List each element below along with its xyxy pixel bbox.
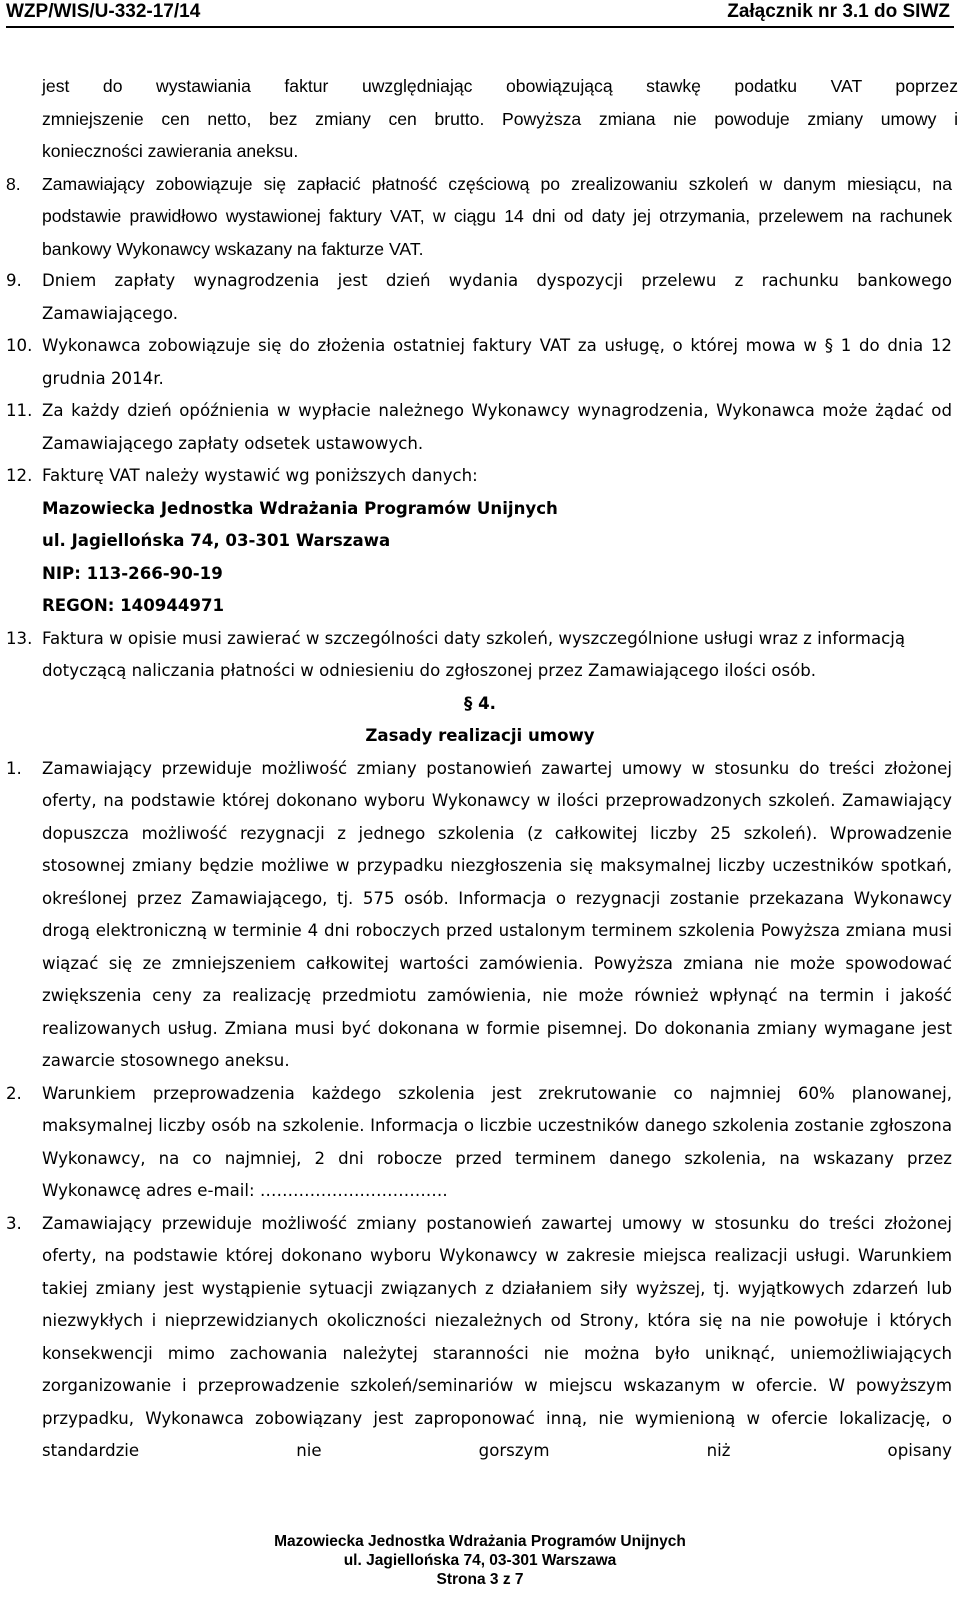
item-text: Za każdy dzień opóźnienia w wypłacie należnego Wykonawcy wynagrodzenia, Wykonawca może żądać od Zamawiającego zapłaty odsetek ustawowych. [42, 401, 952, 453]
invoice-nip: NIP: 113-266-90-19 [42, 563, 223, 583]
list-item [0, 1078, 960, 1208]
invoice-name: Mazowiecka Jednostka Wdrażania Programów Unijnych [42, 498, 558, 518]
intro-line: konieczności zawierania aneksu. [42, 141, 299, 161]
item-text: Wykonawca zobowiązuje się do złożenia ostatniej faktury VAT za usługę, o której mowa w § 1 do dnia 12 grudnia 2014r. [42, 336, 952, 388]
document-reference: WZP/WIS/U-332-17/14 [6, 1, 201, 22]
section-number: § 4. [464, 693, 496, 713]
attachment-label: Załącznik nr 3.1 do SIWZ [727, 1, 950, 22]
document-body [0, 70, 960, 1468]
intro-paragraph [0, 70, 960, 168]
footer-organization: Mazowiecka Jednostka Wdrażania Programów Unijnych [274, 1533, 686, 1550]
section-heading [0, 688, 960, 753]
intro-line: zmniejszenie cen netto, bez zmiany cen brutto. Powyższa zmiana nie powoduje zmiany umowy i [42, 108, 958, 129]
item-number: 8. [6, 173, 21, 194]
invoice-details [0, 493, 960, 623]
page-header [6, 0, 954, 28]
item-number: 11. [6, 401, 33, 420]
item-text: Faktura w opisie musi zawierać w szczególności daty szkoleń, wyszczególnione usługi wraz z informacją dotyczącą naliczania płatności w odniesieniu do zgłoszonej przez Zamawiającego ilości osób. [42, 628, 906, 680]
item-number: 12. [6, 466, 33, 485]
list-item [0, 753, 960, 1078]
item-text: Fakturę VAT należy wystawić wg poniższych danych: [42, 466, 478, 485]
list-item [0, 168, 960, 266]
list-item [0, 460, 960, 493]
list-item [0, 1208, 960, 1468]
item-text: Zamawiający zobowiązuje się zapłacić płatność częściową po zrealizowaniu szkoleń w danym miesiącu, na podstawie prawidłowo wystawionej faktury VAT, w ciągu 14 dni od daty jej otrzymania, przelewem na rachunek bankowy Wykonawcy wskazany na fakturze VAT. [42, 173, 952, 259]
item-number: 1. [6, 758, 22, 778]
page-number: Strona 3 z 7 [436, 1571, 524, 1588]
item-text: Zamawiający przewiduje możliwość zmiany postanowień zawartej umowy w stosunku do treści złożonej oferty, na podstawie której dokonano wyboru Wykonawcy w zakresie miejsca realizacji usługi. Warunkiem takiej zmiany jest wystąpienie sytuacji związanych z działaniem siły wyższej, tj. wyjątkowych zdarzeń lub niezwykłych i nieprzewidzianych okoliczności niezależnych od Strony, która się na nie powołuje i których konsekwencji mimo zachowania należytej staranności nie można było uniknąć, uniemożliwiających zorganizowanie i przeprowadzenie szkoleń/seminariów w miejscu wskazanym w ofercie. W powyższym przypadku, Wykonawca zobowiązany jest zaproponować inną, nie wymienioną w ofercie lokalizację, o standardzie nie gorszym niż opisany [42, 1213, 952, 1460]
invoice-regon: REGON: 140944971 [42, 596, 225, 615]
page-footer [0, 1532, 960, 1589]
item-number: 9. [6, 271, 22, 290]
item-text: Zamawiający przewiduje możliwość zmiany postanowień zawartej umowy w stosunku do treści złożonej oferty, na podstawie której dokonano wyboru Wykonawcy w ilości przeprowadzonych szkoleń. Zamawiający dopuszcza możliwość rezygnacji z jednego szkolenia (z całkowitej liczby 25 szkoleń). Wprowadzenie stosownej zmiany będzie możliwe w przypadku niezgłoszenia się maksymalnej liczby uczestników spotkań, określonej przez Zamawiającego, tj. 575 osób. Informacja o rezygnacji zostanie przekazana Wykonawcy drogą elektroniczną w terminie 4 dni roboczych przed ustalonym terminem szkolenia Powyższa zmiana musi wiązać się ze zmniejszeniem całkowitej wartości zamówienia. Powyższa zmiana nie może spowodować zwiększenia ceny za realizację przedmiotu zamówienia, nie może również wpłynąć na termin i jakość realizowanych usług. Zmiana musi być dokonana w formie pisemnej. Do dokonania zmiany wymagane jest zawarcie stosownego aneksu. [42, 758, 952, 1070]
section-title: Zasady realizacji umowy [365, 726, 595, 745]
item-number: 10. [6, 336, 33, 355]
invoice-address: ul. Jagiellońska 74, 03-301 Warszawa [42, 531, 391, 550]
list-item [0, 623, 960, 688]
item-number: 3. [6, 1213, 22, 1233]
item-number: 2. [6, 1083, 22, 1103]
item-text: Dniem zapłaty wynagrodzenia jest dzień wydania dyspozycji przelewu z rachunku bankowego Zamawiającego. [42, 271, 952, 323]
list-item [0, 395, 960, 460]
item-number: 13. [6, 628, 33, 648]
list-item [0, 265, 960, 330]
intro-line: jest do wystawiania faktur uwzględniając obowiązującą stawkę podatku VAT poprzez [42, 76, 958, 96]
item-text: Warunkiem przeprowadzenia każdego szkolenia jest zrekrutowanie co najmniej 60% planowanej, maksymalnej liczby osób na szkolenie. Informacja o liczbie uczestników danego szkolenia zostanie zgłoszona Wykonawcy, na co najmniej, 2 dni robocze przed terminem danego szkolenia, na wskazany przez Wykonawcę adres e-mail: ……………………………. [42, 1083, 952, 1200]
list-item [0, 330, 960, 395]
footer-address: ul. Jagiellońska 74, 03-301 Warszawa [343, 1552, 617, 1569]
